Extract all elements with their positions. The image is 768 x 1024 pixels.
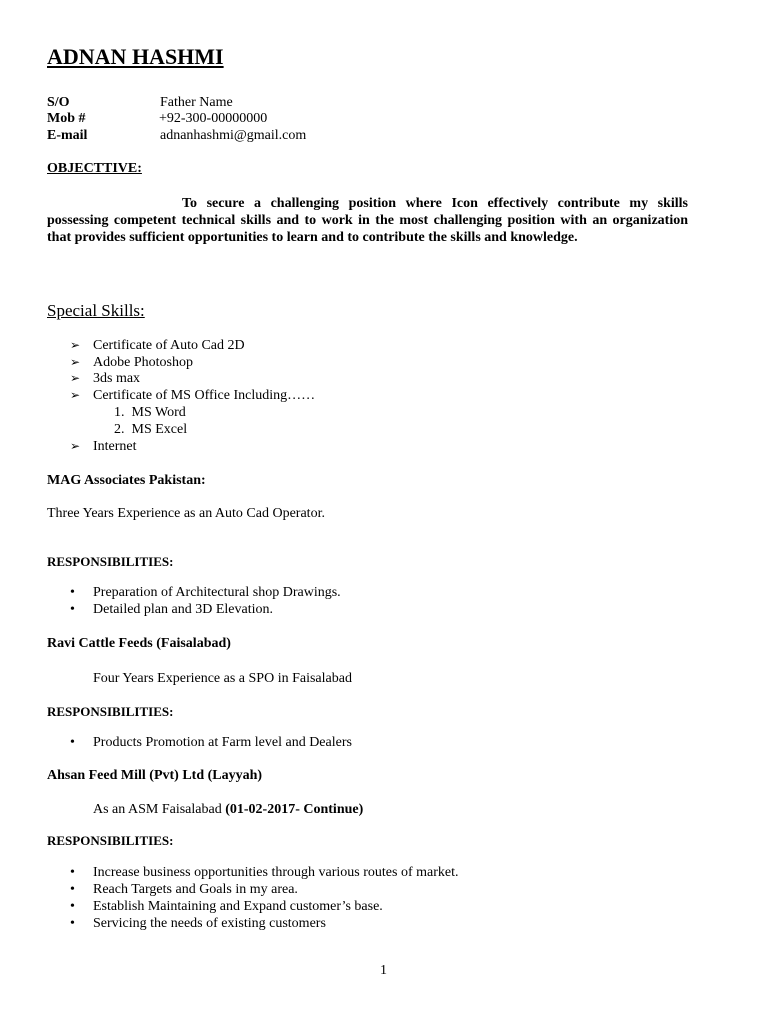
arrow-bullet-icon: ➢ <box>70 439 81 453</box>
responsibility-text: Reach Targets and Goals in my area. <box>93 882 298 897</box>
skills-heading: Special Skills: <box>47 301 145 320</box>
responsibilities-heading: RESPONSIBILITIES: <box>47 554 174 569</box>
bullet-icon: • <box>70 585 75 600</box>
contact-label-email: E-mail <box>47 128 88 143</box>
responsibility-item <box>70 899 383 915</box>
bullet-icon: • <box>70 899 75 914</box>
skill-sub-item <box>114 405 186 421</box>
bullet-icon: • <box>70 865 75 880</box>
responsibility-item <box>70 735 352 751</box>
skill-item <box>70 388 315 404</box>
sub-item-text: MS Word <box>131 405 186 420</box>
skill-text: Adobe Photoshop <box>93 355 193 370</box>
skill-item <box>70 371 140 387</box>
page-number: 1 <box>380 963 387 978</box>
responsibility-text: Products Promotion at Farm level and Dealers <box>93 735 352 750</box>
objective-heading: OBJECTTIVE: <box>47 161 142 176</box>
responsibility-item <box>70 585 341 601</box>
contact-value-mob: +92-300-00000000 <box>159 111 268 126</box>
skill-text: Internet <box>93 439 137 454</box>
company-name: Ahsan Feed Mill (Pvt) Ltd (Layyah) <box>47 768 263 783</box>
responsibility-text: Establish Maintaining and Expand customer’s base. <box>93 899 383 914</box>
arrow-bullet-icon: ➢ <box>70 338 81 352</box>
responsibility-item <box>70 602 273 618</box>
skill-text: 3ds max <box>93 371 141 386</box>
bullet-icon: • <box>70 882 75 897</box>
contact-value-email: adnanhashmi@gmail.com <box>160 128 307 143</box>
responsibilities-heading: RESPONSIBILITIES: <box>47 704 174 719</box>
skill-item <box>70 439 137 455</box>
job-description-text: As an ASM Faisalabad <box>93 802 226 817</box>
responsibilities-heading: RESPONSIBILITIES: <box>47 833 174 848</box>
company-name: MAG Associates Pakistan: <box>47 473 206 488</box>
contact-value-so: Father Name <box>160 95 233 110</box>
skill-item <box>70 338 245 354</box>
contact-label-so: S/O <box>47 95 70 110</box>
bullet-icon: • <box>70 916 75 931</box>
skill-text: Certificate of Auto Cad 2D <box>93 338 245 353</box>
sub-item-number: 1. <box>114 405 125 420</box>
contact-label-mob: Mob # <box>47 111 86 126</box>
job-description: Three Years Experience as an Auto Cad Operator. <box>47 506 325 521</box>
arrow-bullet-icon: ➢ <box>70 388 81 402</box>
responsibility-text: Servicing the needs of existing customers <box>93 916 326 931</box>
objective-text: To secure a challenging position where Icon effectively contribute my skills possessing competent technical skills and to work in the most challenging position with an organization that provides sufficient opportunities to learn and to contribute the skills and knowledge. <box>47 196 688 245</box>
bullet-icon: • <box>70 602 75 617</box>
candidate-name: ADNAN HASHMI <box>47 44 224 69</box>
sub-item-number: 2. <box>114 422 125 437</box>
arrow-bullet-icon: ➢ <box>70 355 81 369</box>
skill-text: Certificate of MS Office Including…… <box>93 388 316 403</box>
job-description <box>93 802 363 818</box>
skill-item <box>70 355 193 371</box>
company-name: Ravi Cattle Feeds (Faisalabad) <box>47 636 231 651</box>
responsibility-text: Preparation of Architectural shop Drawings. <box>93 585 341 600</box>
job-description: Four Years Experience as a SPO in Faisalabad <box>93 671 352 686</box>
arrow-bullet-icon: ➢ <box>70 371 81 385</box>
skill-sub-item <box>114 422 187 438</box>
responsibility-item <box>70 865 458 881</box>
responsibility-text: Increase business opportunities through various routes of market. <box>93 865 459 880</box>
bullet-icon: • <box>70 735 75 750</box>
job-date-range: (01-02-2017- Continue) <box>225 802 364 817</box>
responsibility-item <box>70 882 298 898</box>
sub-item-text: MS Excel <box>131 422 188 437</box>
responsibility-text: Detailed plan and 3D Elevation. <box>93 602 273 617</box>
responsibility-item <box>70 916 326 932</box>
